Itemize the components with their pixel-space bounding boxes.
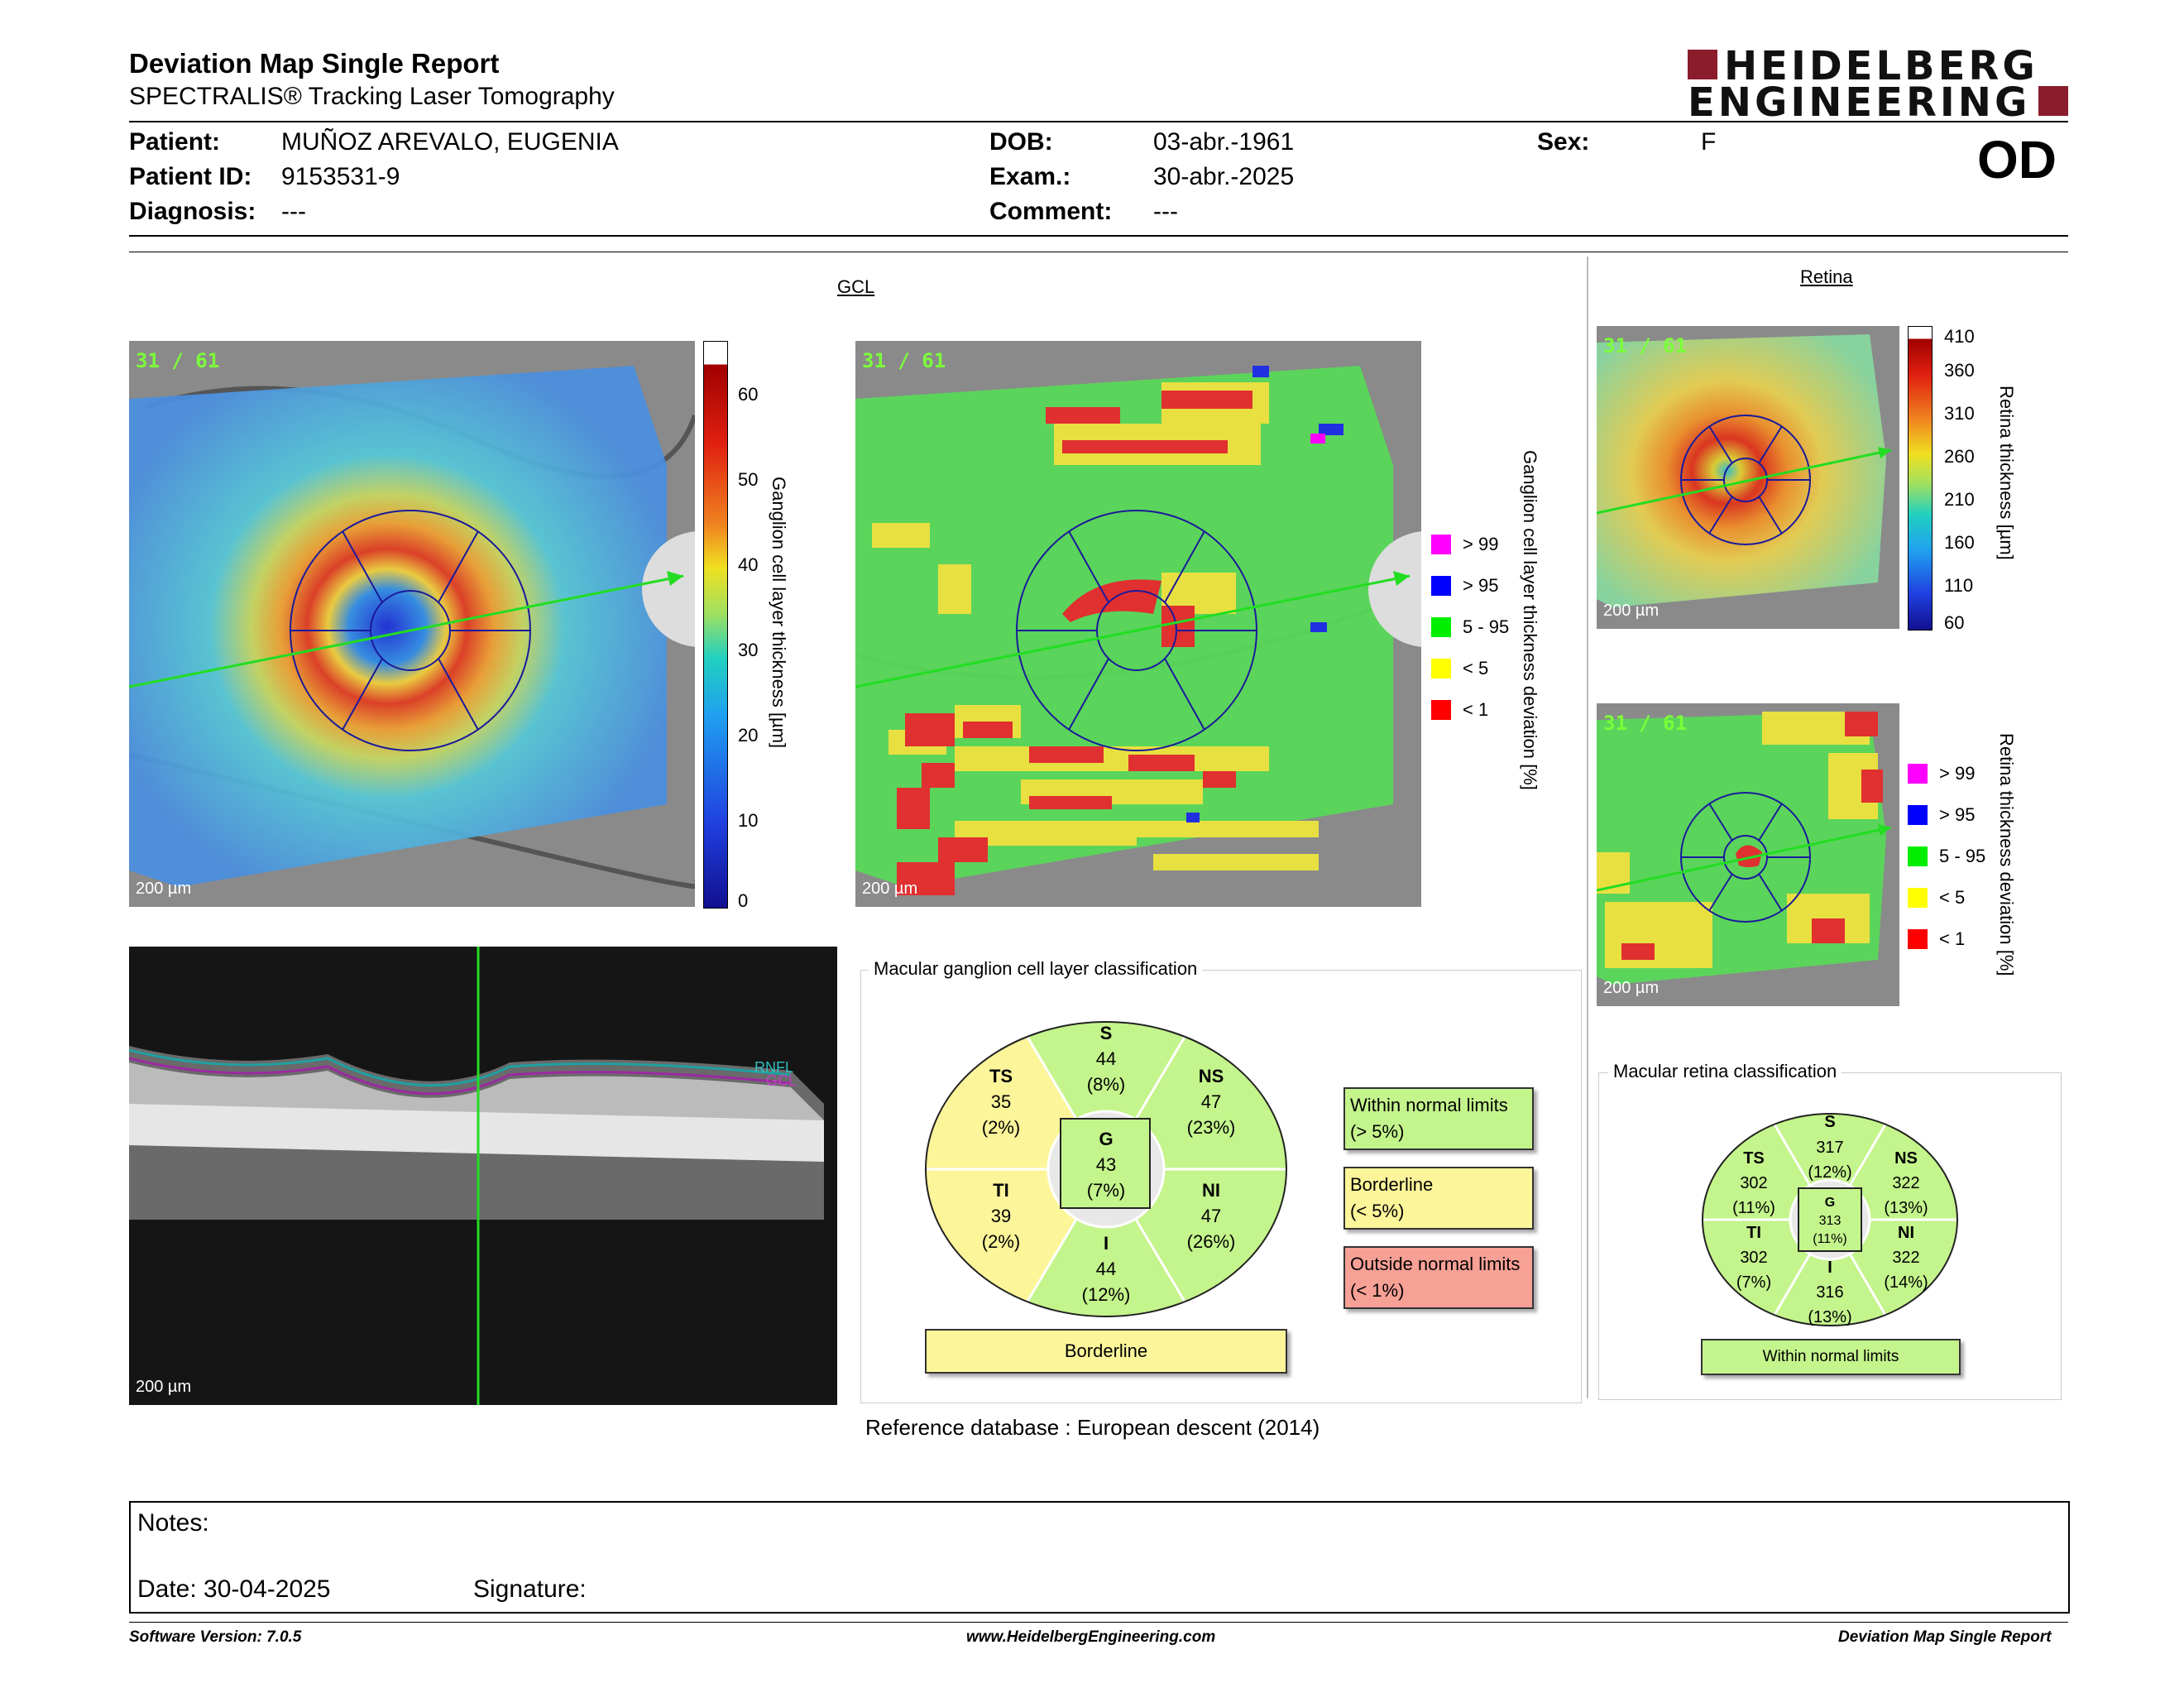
- gcl-legend-item: < 5: [1431, 658, 1488, 679]
- retina-scale-bar: 200 µm: [1603, 602, 1660, 620]
- gcl-sector-ts-pct: (2%): [981, 1117, 1021, 1138]
- heidelberg-logo: [1688, 43, 2068, 126]
- key-outside-normal: Outside normal limits (< 1%): [1343, 1246, 1534, 1309]
- comment-label: Comment:: [989, 198, 1113, 225]
- gcl-sector-chart: [920, 1016, 1292, 1322]
- ret-sector-ni-pct: (14%): [1884, 1273, 1928, 1292]
- retina-thickness-axis-label: Retina thickness [µm]: [1996, 386, 2017, 560]
- retina-deviation-map: [1597, 703, 1899, 1006]
- retina-legend-item: < 5: [1908, 887, 1965, 909]
- gcl-sector-g-name: G: [1099, 1129, 1114, 1149]
- oct-bscan: [129, 947, 837, 1405]
- sex-label: Sex:: [1537, 128, 1590, 156]
- ret-sector-i-value: 316: [1816, 1283, 1844, 1302]
- retina-legend-item: > 99: [1908, 763, 1975, 784]
- gcl-colorbar: [703, 341, 728, 909]
- bscan-scale-bar: 200 µm: [136, 1378, 192, 1396]
- retina-tick: 60: [1944, 612, 1965, 633]
- gcl-tick: 0: [738, 890, 749, 911]
- gcl-sector-ts-name: TS: [989, 1066, 1013, 1086]
- patient-id: 9153531-9: [281, 163, 400, 190]
- gcl-deviation-axis-label: Ganglion cell layer thickness deviation [%]: [1520, 450, 1540, 790]
- gcl-sector-g-value: 43: [1095, 1154, 1117, 1175]
- gcl-sector-ns-pct: (23%): [1186, 1117, 1236, 1138]
- gcl-sector-s-pct: (8%): [1086, 1074, 1126, 1095]
- retina-tick: 410: [1944, 326, 1975, 347]
- retina-tick: 260: [1944, 446, 1975, 467]
- gcl-sector-ti-name: TI: [993, 1180, 1009, 1201]
- retina-tick: 160: [1944, 532, 1975, 553]
- date-label: Date: 30-04-2025: [137, 1575, 331, 1603]
- rnfl-label: RNFL: [754, 1059, 794, 1076]
- gcl-sector-ts-value: 35: [990, 1091, 1012, 1112]
- gcl-thickness-map: [129, 341, 695, 907]
- reference-database: Reference database : European descent (2014): [865, 1415, 1320, 1440]
- gcl-sector-ti-pct: (2%): [981, 1231, 1021, 1252]
- ret-sector-ni-value: 322: [1892, 1249, 1920, 1267]
- gcl-section-title: GCL: [837, 276, 875, 297]
- ret-sector-ns-pct: (13%): [1884, 1199, 1928, 1217]
- gcl-legend-item: 5 - 95: [1431, 616, 1509, 638]
- gcl-tick: 50: [738, 469, 759, 490]
- ret-sector-s-pct: (12%): [1808, 1163, 1852, 1182]
- retina-result-badge: Within normal limits: [1701, 1339, 1961, 1375]
- sex-value: F: [1701, 128, 1717, 156]
- dob-label: DOB:: [989, 128, 1053, 156]
- footer-website: www.HeidelbergEngineering.com: [966, 1628, 1216, 1646]
- ret-sector-g-name: G: [1824, 1196, 1836, 1210]
- gcl-dev-scan-number: 31 / 61: [862, 349, 946, 372]
- gcl-legend-item: > 99: [1431, 534, 1498, 555]
- gcl-classification-title: Macular ganglion cell layer classification: [869, 958, 1202, 980]
- retina-colorbar: [1908, 326, 1933, 631]
- footer-report-name: Deviation Map Single Report: [1838, 1628, 2052, 1646]
- notes-box: [129, 1501, 2070, 1614]
- gcl-label: GCL: [766, 1072, 797, 1089]
- comment-value: ---: [1153, 198, 1178, 225]
- gcl-dev-scale-bar: 200 µm: [862, 880, 918, 898]
- retina-classification-title: Macular retina classification: [1608, 1061, 1842, 1082]
- gcl-deviation-map: [855, 341, 1421, 907]
- gcl-sector-i-pct: (12%): [1081, 1284, 1131, 1305]
- ret-sector-ts-pct: (11%): [1732, 1199, 1775, 1217]
- ret-sector-i-pct: (13%): [1808, 1308, 1852, 1326]
- ret-sector-ts-value: 302: [1740, 1174, 1768, 1192]
- gcl-sector-ns-value: 47: [1200, 1091, 1222, 1112]
- ret-sector-i-name: I: [1827, 1259, 1832, 1277]
- retina-scan-number: 31 / 61: [1603, 334, 1688, 357]
- report-subtitle: SPECTRALIS® Tracking Laser Tomography: [129, 83, 615, 110]
- retina-deviation-axis-label: Retina thickness deviation [%]: [1996, 733, 2017, 976]
- gcl-sector-s-name: S: [1099, 1023, 1113, 1043]
- gcl-tick: 20: [738, 725, 759, 746]
- gcl-sector-ns-name: NS: [1198, 1066, 1224, 1086]
- gcl-sector-s-value: 44: [1095, 1048, 1117, 1069]
- gcl-sector-i-name: I: [1103, 1233, 1109, 1254]
- signature-label: Signature:: [473, 1575, 587, 1603]
- diagnosis-label: Diagnosis:: [129, 198, 256, 225]
- ret-sector-ns-value: 322: [1892, 1174, 1920, 1192]
- ret-sector-ti-name: TI: [1746, 1224, 1761, 1242]
- ret-sector-ti-value: 302: [1740, 1249, 1768, 1267]
- eye-indicator: OD: [1977, 130, 2057, 189]
- retina-tick: 310: [1944, 403, 1975, 424]
- gcl-tick: 30: [738, 640, 759, 660]
- gcl-sector-i-value: 44: [1095, 1259, 1117, 1279]
- gcl-sector-ni-name: NI: [1202, 1180, 1220, 1201]
- retina-legend-item: 5 - 95: [1908, 846, 1985, 867]
- gcl-sector-g-pct: (7%): [1086, 1180, 1126, 1201]
- ret-sector-ts-name: TS: [1743, 1149, 1765, 1168]
- gcl-result-badge: Borderline: [925, 1329, 1287, 1374]
- ret-sector-g-value: 313: [1818, 1214, 1842, 1228]
- gcl-tick: 40: [738, 554, 759, 575]
- key-within-normal: Within normal limits (> 5%): [1343, 1087, 1534, 1150]
- retina-section-title: Retina: [1800, 266, 1853, 287]
- gcl-tick: 60: [738, 384, 759, 405]
- gcl-sector-ni-pct: (26%): [1186, 1231, 1236, 1252]
- ret-sector-ti-pct: (7%): [1736, 1273, 1772, 1292]
- report-title: Deviation Map Single Report: [129, 48, 500, 79]
- retina-legend-item: < 1: [1908, 928, 1965, 950]
- exam-label: Exam.:: [989, 163, 1071, 190]
- retina-tick: 110: [1944, 575, 1974, 596]
- key-borderline: Borderline (< 5%): [1343, 1167, 1534, 1230]
- ret-sector-s-name: S: [1824, 1113, 1836, 1131]
- ret-sector-ns-name: NS: [1894, 1149, 1918, 1168]
- logo-line-1: HEIDELBERG: [1724, 43, 2038, 89]
- diagnosis-value: ---: [281, 198, 306, 225]
- ret-sector-s-value: 317: [1816, 1139, 1844, 1157]
- gcl-legend-item: < 1: [1431, 699, 1488, 721]
- notes-label: Notes:: [137, 1509, 209, 1537]
- footer-software-version: Software Version: 7.0.5: [129, 1628, 302, 1646]
- exam-value: 30-abr.-2025: [1153, 163, 1295, 190]
- retina-tick: 360: [1944, 360, 1975, 381]
- retina-tick: 210: [1944, 489, 1975, 510]
- dob-value: 03-abr.-1961: [1153, 128, 1295, 156]
- gcl-thickness-axis-label: Ganglion cell layer thickness [µm]: [769, 477, 789, 749]
- patient-label: Patient:: [129, 128, 221, 156]
- gcl-sector-ti-value: 39: [990, 1206, 1012, 1226]
- retina-sector-chart: [1698, 1109, 1962, 1331]
- gcl-legend-item: > 95: [1431, 575, 1498, 597]
- gcl-scan-number: 31 / 61: [136, 349, 220, 372]
- ret-sector-g-pct: (11%): [1813, 1232, 1847, 1246]
- logo-line-2: ENGINEERING: [1688, 79, 2031, 126]
- gcl-tick: 10: [738, 810, 759, 831]
- retina-dev-scale-bar: 200 µm: [1603, 979, 1660, 997]
- retina-legend-item: > 95: [1908, 804, 1975, 826]
- retina-thickness-map: [1597, 326, 1899, 629]
- ret-sector-ni-name: NI: [1898, 1224, 1914, 1242]
- retina-dev-scan-number: 31 / 61: [1603, 712, 1688, 735]
- gcl-scale-bar: 200 µm: [136, 880, 192, 898]
- patient-id-label: Patient ID:: [129, 163, 252, 190]
- gcl-sector-ni-value: 47: [1200, 1206, 1222, 1226]
- patient-name: MUÑOZ AREVALO, EUGENIA: [281, 128, 619, 156]
